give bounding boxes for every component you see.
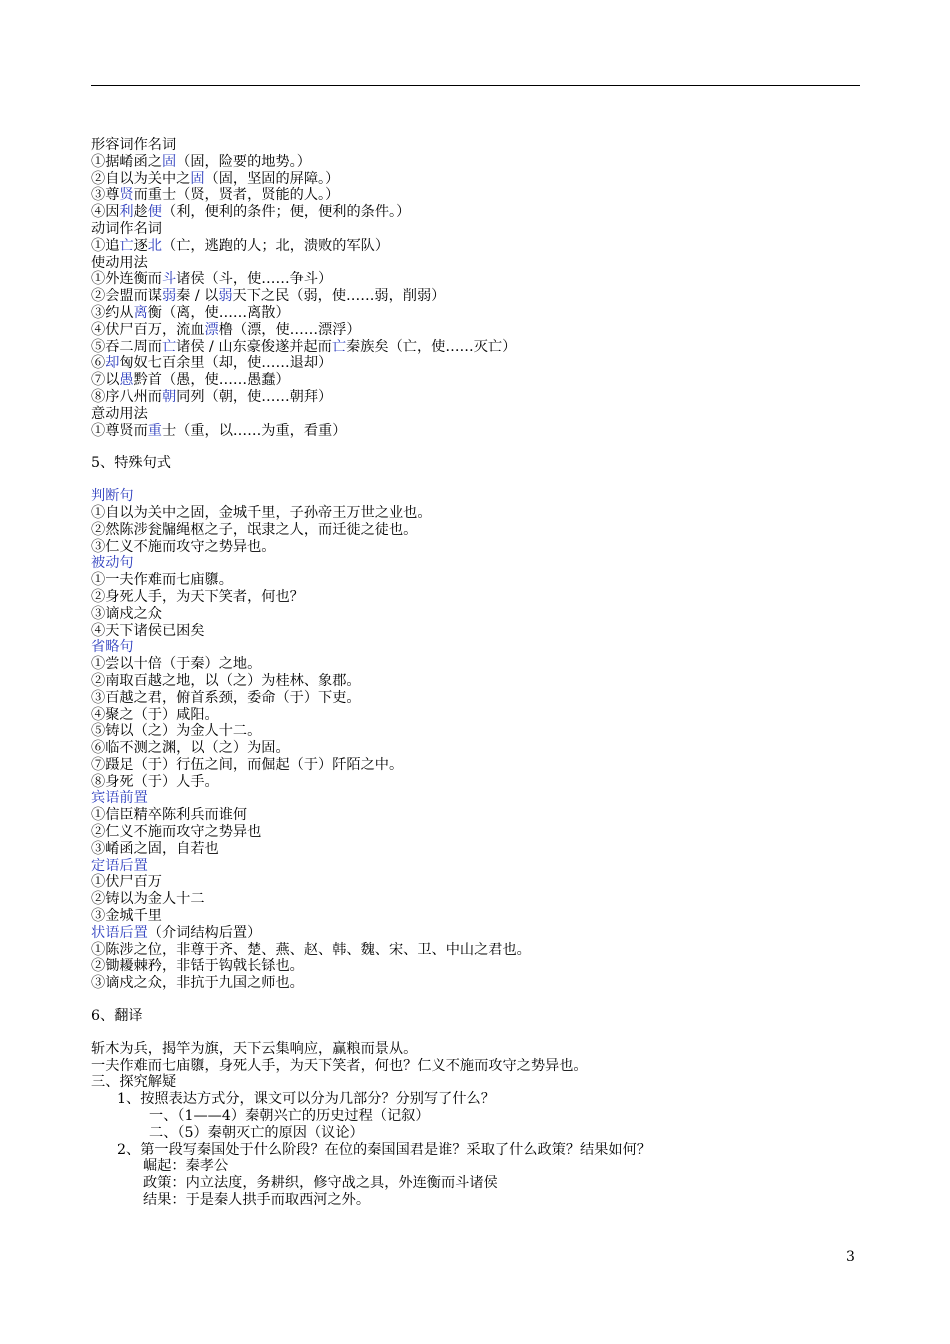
paragraph-gap xyxy=(91,992,860,1008)
text-line xyxy=(91,221,860,238)
text-line xyxy=(91,958,860,975)
highlighted-text: 判断句 xyxy=(91,488,134,505)
text-line xyxy=(91,858,860,875)
text-line xyxy=(91,690,860,707)
text-line xyxy=(91,673,860,690)
text-segment: 橹（漂，使……漂浮） xyxy=(218,321,361,338)
text-segment: ⑧身死（于）人手。 xyxy=(91,773,219,790)
text-line xyxy=(91,807,860,824)
text-line xyxy=(91,539,860,556)
text-line xyxy=(91,774,860,791)
highlighted-text: 北 xyxy=(147,237,162,254)
text-line xyxy=(91,1091,860,1108)
text-segment: ②自以为关中之 xyxy=(91,170,191,187)
text-segment: ⑦以 xyxy=(91,372,120,389)
text-segment: 意动用法 xyxy=(91,405,148,422)
text-line xyxy=(91,137,860,154)
text-segment: ③谪戍之众，非抗于九国之师也。 xyxy=(91,975,304,992)
text-segment: 崛起：秦孝公 xyxy=(143,1158,229,1175)
text-line xyxy=(91,740,860,757)
text-line xyxy=(91,623,860,640)
highlighted-text: 固 xyxy=(190,170,205,187)
text-line xyxy=(91,255,860,272)
text-segment: ①外连衡而 xyxy=(91,271,162,288)
highlighted-text: 便 xyxy=(147,204,162,221)
text-segment: 斩木为兵，揭竿为旗，天下云集响应，赢粮而景从。 xyxy=(91,1040,418,1057)
text-line xyxy=(91,154,860,171)
text-segment: 二、（5）秦朝灭亡的原因（议论） xyxy=(149,1124,364,1141)
paragraph-gap xyxy=(91,1025,860,1041)
highlighted-text: 弱 xyxy=(161,288,177,305)
text-segment: ②会盟而谋 xyxy=(91,288,162,305)
text-segment: ⑧序八州而 xyxy=(91,388,162,405)
text-segment: （亡，逃跑的人；北，溃败的军队） xyxy=(162,237,390,254)
text-line xyxy=(91,1192,860,1209)
highlighted-text: 斗 xyxy=(161,271,177,288)
text-segment: （固，坚固的屏障。） xyxy=(204,170,340,187)
highlighted-text: 漂 xyxy=(204,321,219,338)
text-line xyxy=(91,589,860,606)
text-segment: ①一夫作难而七庙隳。 xyxy=(91,572,233,589)
highlighted-text: 省略句 xyxy=(91,639,134,656)
header-rule xyxy=(91,85,860,86)
text-line xyxy=(91,423,860,440)
text-segment: 秦族矣（亡，使……灭亡） xyxy=(346,338,517,355)
text-segment: 一、（1——4）秦朝兴亡的历史过程（记叙） xyxy=(149,1108,430,1125)
highlighted-text: 亡 xyxy=(119,237,134,254)
text-line xyxy=(91,355,860,372)
highlighted-text: 利 xyxy=(119,204,134,221)
text-line xyxy=(91,874,860,891)
text-segment: 5、特殊句式 xyxy=(91,455,171,472)
text-segment: ③尊 xyxy=(91,187,120,204)
highlighted-text: 定语后置 xyxy=(91,857,148,874)
paragraph-gap xyxy=(91,439,860,455)
text-segment: 三、探究解疑 xyxy=(91,1074,177,1091)
page-number: 3 xyxy=(846,1249,855,1265)
text-line xyxy=(91,372,860,389)
text-line xyxy=(91,1041,860,1058)
text-segment: ⑥ xyxy=(91,355,106,372)
text-segment: ②仁义不施而攻守之势异也 xyxy=(91,824,262,841)
text-segment: 1、按照表达方式分，课文可以分为几部分？分别写了什么？ xyxy=(117,1091,495,1108)
paragraph-gap xyxy=(91,472,860,488)
text-segment: 2、第一段写秦国处于什么阶段？在位的秦国国君是谁？采取了什么政策？结果如何？ xyxy=(117,1141,651,1158)
text-line xyxy=(91,288,860,305)
text-line xyxy=(91,707,860,724)
text-segment: ③谪戍之众 xyxy=(91,605,162,622)
text-line xyxy=(91,723,860,740)
text-segment: 衡（离，使……离散） xyxy=(147,304,290,321)
text-segment: 逐 xyxy=(133,237,148,254)
highlighted-text: 离 xyxy=(133,304,148,321)
text-line xyxy=(91,455,860,472)
text-line xyxy=(91,824,860,841)
text-segment: ①据崤函之 xyxy=(91,153,162,170)
document-body xyxy=(91,137,860,1209)
text-segment: （利，便利的条件；便，便利的条件。） xyxy=(162,204,411,221)
text-segment: ①信臣精卒陈利兵而谁何 xyxy=(91,807,248,824)
text-line xyxy=(91,171,860,188)
text-segment: ⑦蹑足（于）行伍之间，而倔起（于）阡陌之中。 xyxy=(91,756,404,773)
highlighted-text: 亡 xyxy=(331,338,347,355)
text-segment: 趁 xyxy=(133,204,148,221)
text-line xyxy=(91,891,860,908)
text-segment: （固，险要的地势。） xyxy=(176,153,311,170)
text-segment: 动词作名词 xyxy=(91,220,162,237)
text-line xyxy=(91,322,860,339)
text-segment: ①陈涉之位，非尊于齐、楚、燕、赵、韩、魏、宋、卫、中山之君也。 xyxy=(91,941,531,958)
text-segment: 匈奴七百余里（却，使……退却） xyxy=(119,355,333,372)
highlighted-text: 被动句 xyxy=(91,555,134,572)
text-line xyxy=(91,555,860,572)
text-line xyxy=(91,1108,860,1125)
text-line xyxy=(91,406,860,423)
text-line xyxy=(91,1058,860,1075)
text-segment: 黔首（愚，使……愚蠢） xyxy=(133,372,290,389)
text-segment: ④伏尸百万，流血 xyxy=(91,321,205,338)
text-line xyxy=(91,339,860,356)
text-segment: ⑤铸以（之）为金人十二。 xyxy=(91,723,262,740)
text-line xyxy=(91,305,860,322)
text-segment: ①尝以十倍（于秦）之地。 xyxy=(91,656,262,673)
highlighted-text: 重 xyxy=(147,422,162,439)
text-line xyxy=(91,1125,860,1142)
text-line xyxy=(91,790,860,807)
highlighted-text: 却 xyxy=(105,355,120,372)
highlighted-text: 弱 xyxy=(218,288,233,305)
text-line xyxy=(91,488,860,505)
text-segment: ⑤吞二周而 xyxy=(91,338,162,355)
highlighted-text: 宾语前置 xyxy=(91,790,148,807)
text-segment: 使动用法 xyxy=(91,254,148,271)
text-line xyxy=(91,1008,860,1025)
text-line xyxy=(91,1074,860,1091)
text-segment: ④聚之（于）咸阳。 xyxy=(91,706,219,723)
text-line xyxy=(91,522,860,539)
highlighted-text: 固 xyxy=(161,153,177,170)
text-line xyxy=(91,942,860,959)
text-line xyxy=(91,975,860,992)
text-segment: ④天下诸侯已困矣 xyxy=(91,622,205,639)
text-line xyxy=(91,572,860,589)
text-segment: ①自以为关中之固，金城千里，子孙帝王万世之业也。 xyxy=(91,504,432,521)
text-segment: ②铸以为金人十二 xyxy=(91,891,205,908)
text-line xyxy=(91,187,860,204)
text-line xyxy=(91,505,860,522)
text-segment: 诸侯（斗，使……争斗） xyxy=(176,271,333,288)
text-segment: 士（重，以……为重，看重） xyxy=(161,422,347,439)
highlighted-text: 愚 xyxy=(119,372,134,389)
highlighted-text: 状语后置 xyxy=(91,924,148,941)
text-line xyxy=(91,908,860,925)
text-line xyxy=(91,841,860,858)
text-segment: ④因 xyxy=(91,204,120,221)
text-segment: ③约从 xyxy=(91,304,134,321)
text-segment: ③百越之君，俯首系颈，委命（于）下吏。 xyxy=(91,689,361,706)
text-segment: ①伏尸百万 xyxy=(91,874,162,891)
text-line xyxy=(91,1142,860,1159)
highlighted-text: 贤 xyxy=(119,187,134,204)
text-segment: 政策：内立法度，务耕织，修守战之具，外连衡而斗诸侯 xyxy=(143,1175,498,1192)
text-line xyxy=(91,238,860,255)
text-segment: 结果：于是秦人拱手而取西河之外。 xyxy=(143,1192,371,1209)
text-segment: ②然陈涉瓮牖绳枢之子，氓隶之人，而迁徙之徒也。 xyxy=(91,521,418,538)
text-segment: ①尊贤而 xyxy=(91,422,148,439)
text-segment: 天下之民（弱，使……弱，削弱） xyxy=(232,288,446,305)
text-segment: 一夫作难而七庙隳，身死人手，为天下笑者，何也？仁义不施而攻守之势异也。 xyxy=(91,1057,588,1074)
text-segment: ②锄耰棘矜，非铦于钩戟长铩也。 xyxy=(91,958,304,975)
text-segment: ③崤函之固，自若也 xyxy=(91,840,219,857)
text-line xyxy=(91,1158,860,1175)
text-segment: 形容词作名词 xyxy=(91,137,177,153)
text-line xyxy=(91,757,860,774)
text-segment: 而重士（贤，贤者，贤能的人。） xyxy=(133,187,340,204)
text-segment: ⑥临不测之渊，以（之）为固。 xyxy=(91,740,290,757)
text-segment: ③金城千里 xyxy=(91,908,162,925)
text-line xyxy=(91,639,860,656)
text-line xyxy=(91,1175,860,1192)
text-line xyxy=(91,925,860,942)
text-segment: 诸侯 / 山东豪俊遂并起而 xyxy=(176,338,332,355)
text-line xyxy=(91,271,860,288)
text-segment: ①追 xyxy=(91,237,120,254)
text-segment: （介词结构后置） xyxy=(147,924,262,941)
text-line xyxy=(91,389,860,406)
text-line xyxy=(91,656,860,673)
text-line xyxy=(91,204,860,221)
highlighted-text: 朝 xyxy=(161,388,177,405)
text-segment: 秦 / 以 xyxy=(176,288,219,305)
text-segment: 6、翻译 xyxy=(91,1008,143,1025)
highlighted-text: 亡 xyxy=(161,338,177,355)
text-segment: ②南取百越之地，以（之）为桂林、象郡。 xyxy=(91,672,361,689)
text-segment: ③仁义不施而攻守之势异也。 xyxy=(91,538,276,555)
text-segment: 同列（朝，使……朝拜） xyxy=(176,388,333,405)
text-line xyxy=(91,606,860,623)
text-segment: ②身死人手，为天下笑者，何也？ xyxy=(91,588,304,605)
